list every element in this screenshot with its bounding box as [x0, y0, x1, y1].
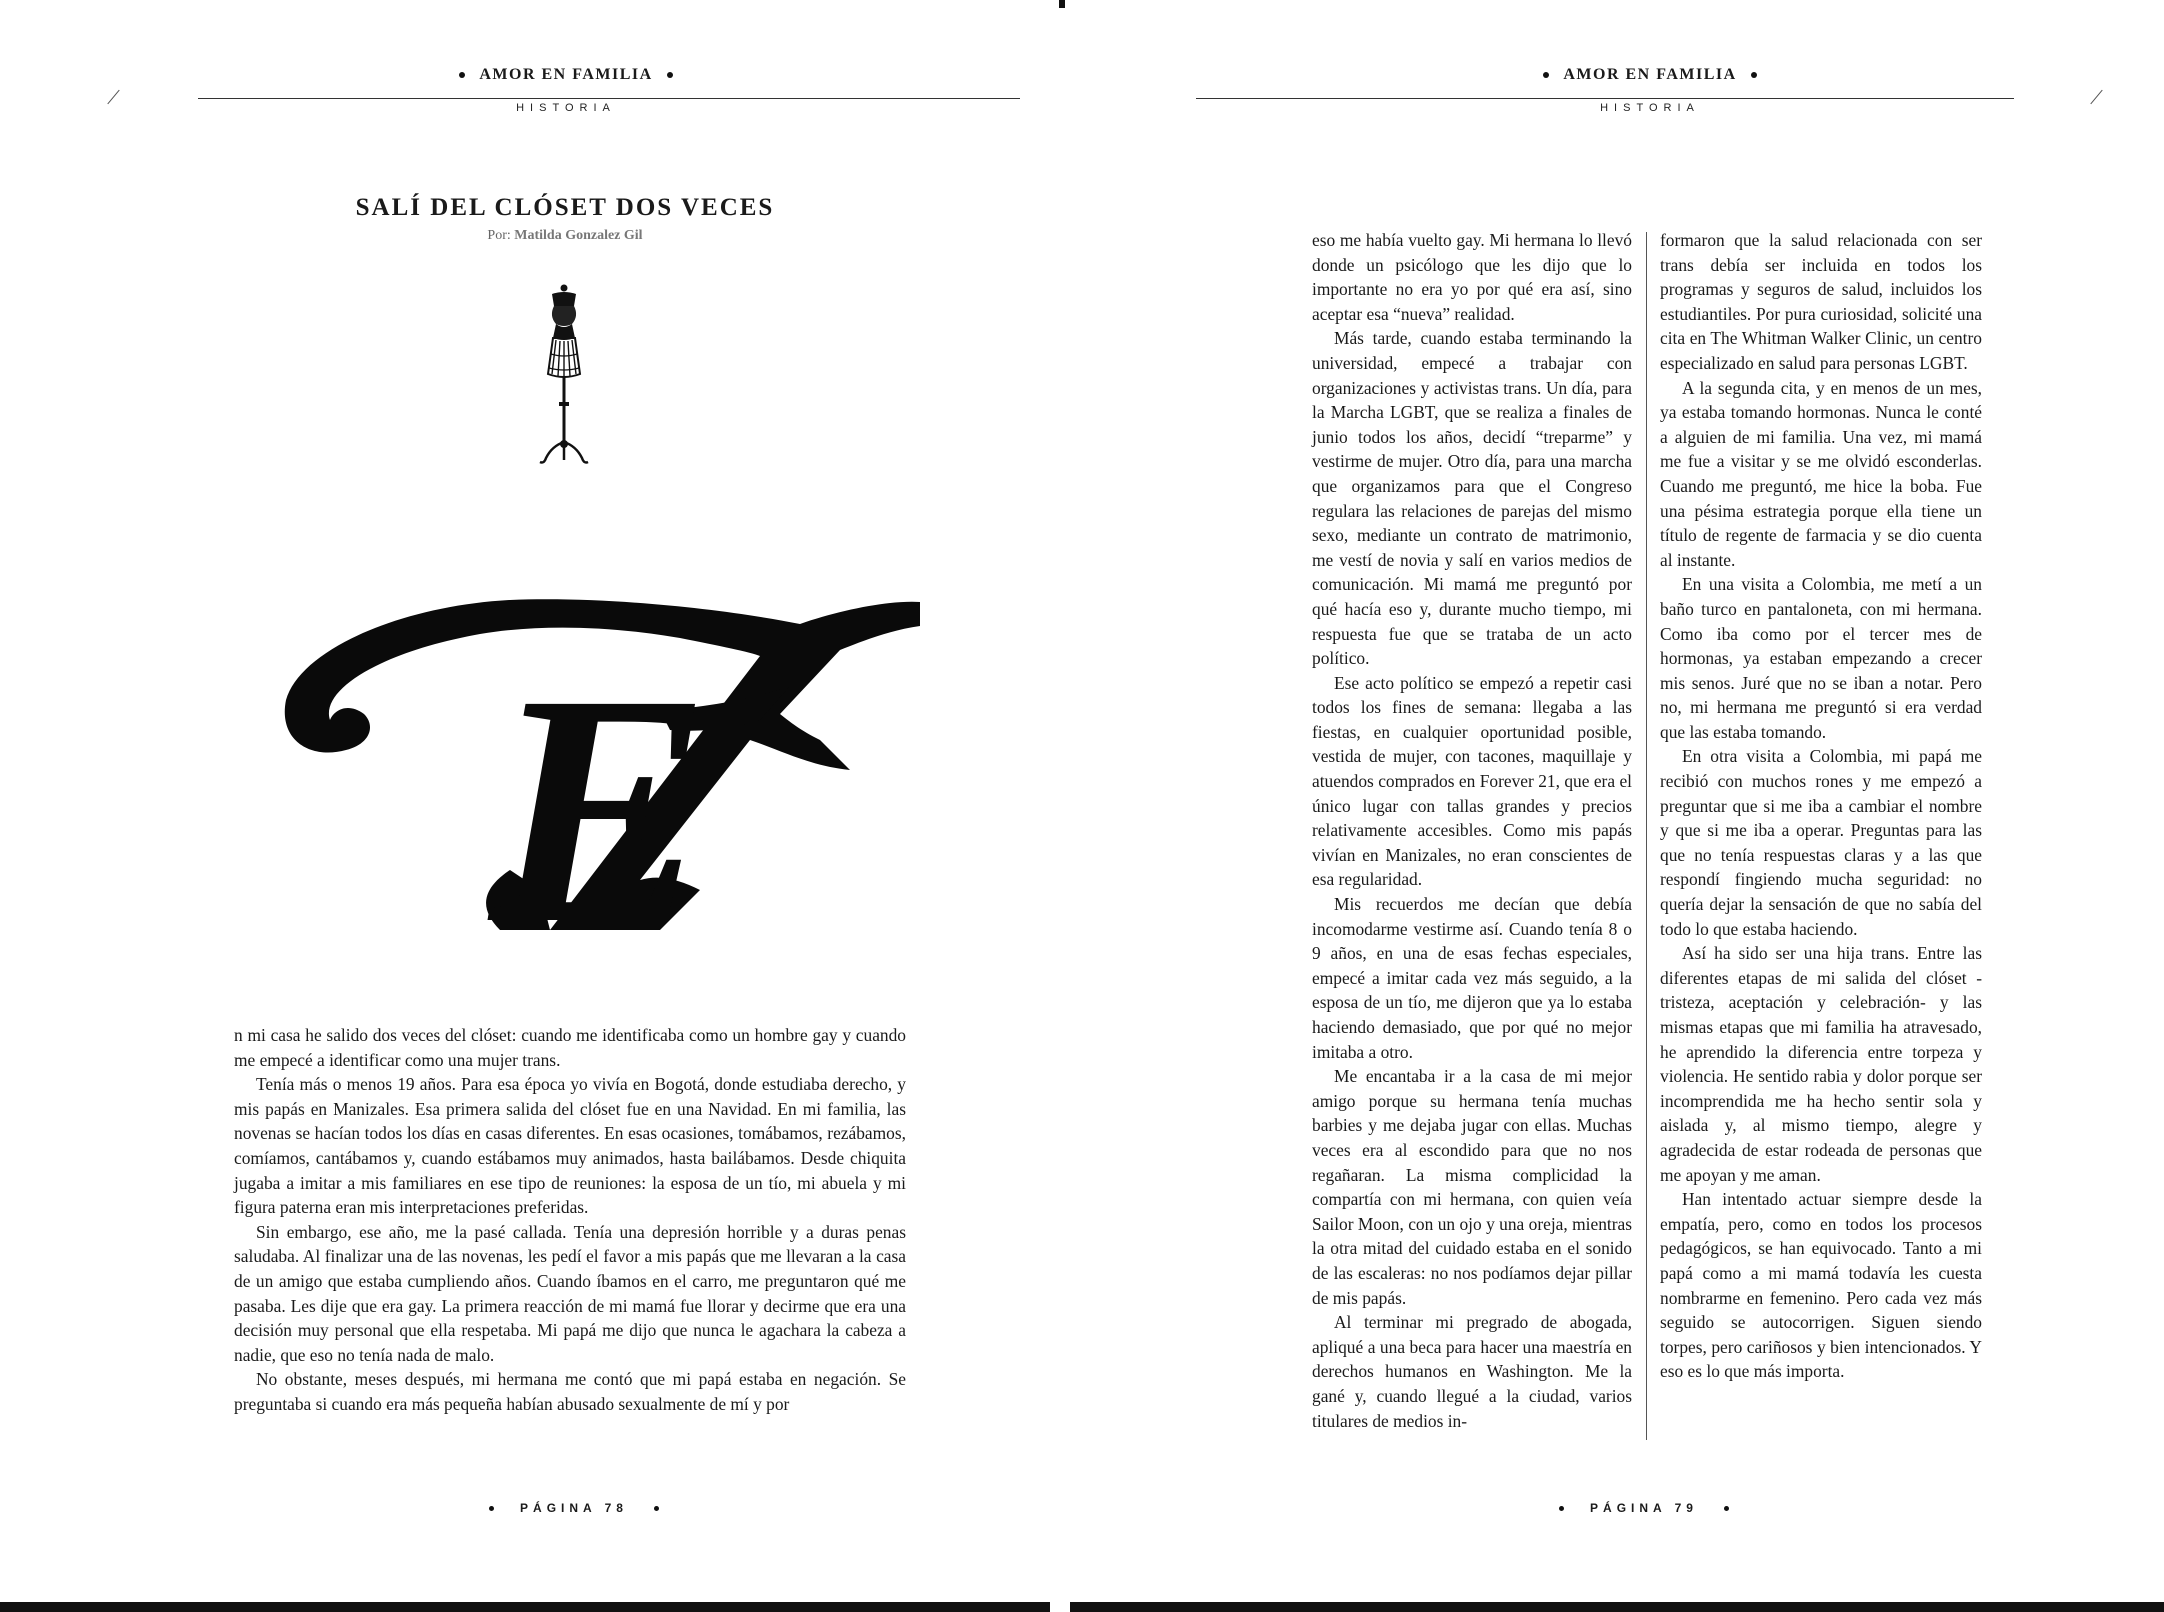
- page-number-right: [1494, 1501, 1794, 1515]
- paragraph: Sin embargo, ese año, me la pasé callada. Tenía una depresión horrible y a duras penas saludaba. Al finalizar una de las novenas, les pedí el favor a mis papás que me llevaran a la casa de un amigo que estaba cumpliendo años. Cuando íbamos en el carro, me preguntaron qué me pasaba. Les dije que era gay. La primera reacción de mi mamá fue llorar y decirme que era una decisión muy personal que ella respetaba. Mi papá me dijo que nunca le agachara la cabeza a nadie, que eso no tenía nada de malo.: [234, 1221, 906, 1365]
- dropcap-text: E: [489, 627, 711, 930]
- left-column: [234, 1023, 906, 1417]
- gutter-gap: [1050, 1602, 1070, 1612]
- paragraph: formaron que la salud relacionada con ser trans debía ser incluida en todos los programas y seguros de salud, incluidos los estudiantiles. Por pura curiosidad, solicité una cita en The Whitman Walker Clinic, un centro especializado en salud para personas LGBT.: [1660, 230, 1982, 373]
- paragraph: eso me había vuelto gay. Mi hermana lo llevó donde un psicólogo que les dijo que lo importante no era yo por qué era así, sino aceptar esa “nueva” realidad.: [1312, 230, 1632, 324]
- byline: [240, 228, 890, 244]
- paragraph: n mi casa he salido dos veces del clóset: cuando me identificaba como un hombre gay y cuando me empecé a identificar como una mujer trans.: [234, 1025, 906, 1070]
- bullet-icon: [667, 72, 673, 78]
- paragraph: En una visita a Colombia, me metí a un baño turco en pantaloneta, con mi hermana. Como iba como por el tercer mes de hormonas, ya estaban empezando a crecer mis senos. Juré que no se iban a notar. Pero no, mi hermana me preguntó si era verdad que las estaba tomando.: [1660, 574, 1982, 742]
- dress-form-mannequin-icon: [534, 282, 594, 468]
- paragraph: No obstante, meses después, mi hermana me contó que mi papá estaba en negación. Se preguntaba si cuando era más pequeña habían abusado sexualmente de mí y por: [234, 1369, 906, 1414]
- crop-mark: [2090, 90, 2102, 104]
- crop-mark: [107, 90, 119, 104]
- section-label-right: HISTORIA: [1600, 102, 1700, 114]
- folio-text: PÁGINA 78: [520, 1501, 628, 1515]
- bullet-icon: [1751, 72, 1757, 78]
- bullet-icon: [1724, 1506, 1729, 1511]
- header-rule-left: [198, 98, 1020, 99]
- paragraph: En otra visita a Colombia, mi papá me recibió con muchos rones y me empezó a preguntar que si me iba a cambiar el nombre y que si me iba a operar. Preguntas para las que no tenía respuestas claras y a las que respondí fingiendo mucha seguridad: no quería dejar la sensación de que no sabía del todo lo que estaba haciendo.: [1660, 746, 1982, 939]
- header-rule-right: [1196, 98, 2014, 99]
- page-bottom-edge: [0, 1602, 2164, 1612]
- paragraph: Más tarde, cuando estaba terminando la universidad, empecé a trabajar con organizaciones y activistas trans. Un día, para la Marcha LGBT, que se realiza a finales de junio todos los años, decidí “treparme” y vestirme de mujer. Otro día, para una marcha que organizamos para que el Congreso regulara las relaciones de parejas del mismo sexo, mediante un contrato de matrimonio, me vestí de novia y salí en varios medios de comunicación. Mi mamá me preguntó por qué hacía eso y, durante mucho tiempo, mi respuesta fue que se trataba de un acto político.: [1312, 328, 1632, 669]
- paragraph: Han intentado actuar siempre desde la empatía, pero, como en todos los procesos pedagógicos, se han equivocado. Tanto a mi papá como a mi mamá todavía les cuesta nombrarme en femenino. Pero cada vez más seguido se autocorrigen. Siguen siendo torpes, pero cariñosos y bien intencionados. Y eso es lo que más importa.: [1660, 1189, 1982, 1382]
- running-title-left: [406, 66, 726, 84]
- paragraph: Tenía más o menos 19 años. Para esa época yo vivía en Bogotá, donde estudiaba derecho, y mis papás en Manizales. Esa primera salida del clóset fue en una Navidad. En mi familia, las novenas se hacían todos los días en casas diferentes. En esas ocasiones, tomábamos, rezábamos, comíamos, cantábamos y, cuando estábamos muy animados, hasta bailábamos. Desde chiquita jugaba a imitar a mis familiares en ese tipo de reuniones: la esposa de un tío, mi abuela y mi figura paterna eran mis interpretaciones preferidas.: [234, 1074, 906, 1218]
- bullet-icon: [654, 1506, 659, 1511]
- paragraph: Mis recuerdos me decían que debía incomodarme vestirme así. Cuando tenía 8 o 9 años, en una de esas fechas especiales, empecé a imitar cada vez más seguido, a la esposa de un tío, me dijeron que ya lo estaba haciendo demasiado, que por qué no mejor imitaba a otro.: [1312, 894, 1632, 1062]
- bullet-icon: [1543, 72, 1549, 78]
- folio-text: PÁGINA 79: [1590, 1501, 1698, 1515]
- spine-mark: [1059, 0, 1065, 8]
- bullet-icon: [489, 1506, 494, 1511]
- running-title-right: [1490, 66, 1810, 84]
- paragraph: Así ha sido ser una hija trans. Entre las diferentes etapas de mi salida del clóset -tristeza, aceptación y celebración- y las mismas etapas que mi familia ha atravesado, he aprendido la diferencia entre torpeza y violencia. He sentido rabia y dolor porque ser incomprendida me ha hecho sentir sola y aislada y, al mismo tiempo, alegre y agradecida de estar rodeada de personas que me apoyan y me aman.: [1660, 943, 1982, 1185]
- paragraph: Me encantaba ir a la casa de mi mejor amigo porque su hermana tenía muchas barbies y me dejaba jugar con ellas. Muchas veces era al escondido para que no nos regañaran. La misma complicidad la compartía con mi hermana, con quien veía Sailor Moon, con un ojo y una oreja, mientras la otra mitad del cuidado estaba en el sonido de las escaleras: no nos podíamos dejar pillar de mis papás.: [1312, 1066, 1632, 1308]
- paragraph: Ese acto político se empezó a repetir casi todos los fines de semana: llegaba a las fiestas, en cualquier oportunidad posible, vestida de mujer, con tacones, maquillaje y atuendos comprados en Forever 21, que era el único lugar con tallas grandes y precios relativamente accesibles. Como mis papás vivían en Manizales, no eran conscientes de esa regularidad.: [1312, 672, 1632, 890]
- paragraph: Al terminar mi pregrado de abogada, apliqué a una beca para hacer una maestría en derechos humanos en Washington. Me la gané y, cuando llegué a la ciudad, varios titulares de medios in-: [1312, 1312, 1632, 1431]
- article-title: SALÍ DEL CLÓSET DOS VECES: [355, 194, 775, 221]
- middle-column: [1312, 228, 1632, 1433]
- running-title-text: AMOR EN FAMILIA: [1563, 66, 1737, 83]
- page-number-left: [424, 1501, 724, 1515]
- running-title-text: AMOR EN FAMILIA: [479, 66, 653, 83]
- byline-prefix: Por:: [487, 228, 511, 243]
- right-column: [1660, 228, 1982, 1384]
- paragraph: A la segunda cita, y en menos de un mes, ya estaba tomando hormonas. Nunca le conté a alguien de mi familia. Una vez, mi mamá me fue a visitar y se me olvidó esconderlas. Cuando me preguntó, me hice la boba. Fue una pésima estrategia porque ella tiene un título de regente de farmacia y se dio cuenta al instante.: [1660, 377, 1982, 570]
- bullet-icon: [1559, 1506, 1564, 1511]
- dropcap-letter-e: [280, 590, 920, 930]
- column-divider: [1646, 232, 1647, 1440]
- section-label-left: HISTORIA: [516, 102, 616, 114]
- byline-author: Matilda Gonzalez Gil: [514, 228, 643, 243]
- bullet-icon: [459, 72, 465, 78]
